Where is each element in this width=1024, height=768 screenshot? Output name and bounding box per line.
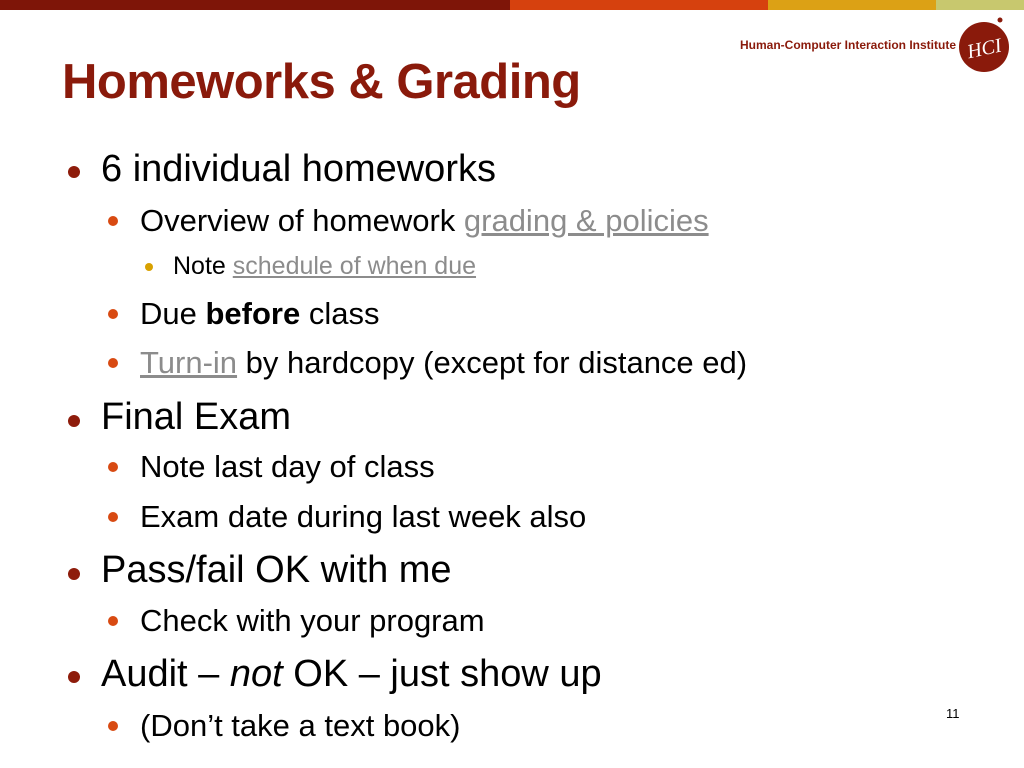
bullet-text: Exam date during last week also bbox=[140, 499, 587, 534]
bar-segment-orange bbox=[510, 0, 768, 10]
bullet-dot bbox=[68, 415, 80, 427]
bullet-dot bbox=[108, 512, 118, 522]
bullet-dot bbox=[108, 216, 118, 226]
bullet-dot bbox=[108, 462, 118, 472]
bullet-due-before bbox=[140, 296, 379, 332]
bullet-dot bbox=[68, 671, 80, 683]
bullet-dot bbox=[108, 721, 118, 731]
bullet-text: Audit – bbox=[101, 653, 230, 695]
bullet-dot bbox=[108, 358, 118, 368]
turnin-link[interactable]: Turn-in bbox=[140, 345, 238, 380]
bullet-dot bbox=[108, 616, 118, 626]
bullet-text: Final Exam bbox=[101, 396, 292, 438]
bullet-homeworks bbox=[101, 148, 496, 191]
grading-policies-link[interactable]: grading & policies bbox=[463, 203, 709, 238]
bullet-text: Overview of homework bbox=[140, 203, 464, 238]
bullet-last-day bbox=[140, 449, 435, 485]
bullet-exam-date bbox=[140, 499, 586, 535]
bullet-text: Note bbox=[173, 252, 233, 280]
bullet-overview bbox=[140, 203, 709, 239]
bullet-check-program bbox=[140, 603, 485, 639]
bar-segment-dark bbox=[0, 0, 510, 10]
bullet-text: Note last day of class bbox=[140, 449, 435, 484]
bullet-text: Check with your program bbox=[140, 603, 485, 638]
slide-title: Homeworks & Grading bbox=[62, 55, 581, 109]
bullet-dot bbox=[68, 568, 80, 580]
bar-segment-gold bbox=[768, 0, 936, 10]
bullet-text: class bbox=[300, 296, 380, 331]
top-color-bar bbox=[0, 0, 1024, 10]
logo-dot bbox=[998, 18, 1003, 23]
bullet-pass-fail bbox=[101, 549, 452, 592]
hci-logo-icon bbox=[956, 16, 1012, 74]
bullet-dot bbox=[68, 166, 80, 178]
bullet-text: OK – just show up bbox=[282, 653, 602, 695]
bullet-text-book bbox=[140, 708, 461, 744]
bullet-text: (Don’t take a text book) bbox=[140, 708, 461, 743]
bar-segment-olive bbox=[936, 0, 1024, 10]
logo-text: HCI bbox=[965, 34, 1004, 64]
bold-word: before bbox=[205, 296, 301, 331]
institute-name: Human-Computer Interaction Institute bbox=[740, 38, 957, 52]
bullet-text: by hardcopy (except for distance ed) bbox=[237, 345, 748, 380]
bullet-final-exam bbox=[101, 396, 291, 439]
bullet-text: Due bbox=[140, 296, 206, 331]
slide-number: 11 bbox=[946, 706, 960, 721]
italic-word: not bbox=[229, 653, 283, 695]
bullet-audit bbox=[101, 653, 602, 696]
bullet-dot bbox=[145, 263, 153, 271]
bullet-dot bbox=[108, 309, 118, 319]
bullet-text: 6 individual homeworks bbox=[101, 148, 496, 190]
schedule-link[interactable]: schedule of when due bbox=[232, 252, 477, 280]
bullet-turnin bbox=[140, 345, 747, 381]
bullet-text: Pass/fail OK with me bbox=[101, 549, 452, 591]
bullet-note-schedule bbox=[173, 252, 476, 281]
